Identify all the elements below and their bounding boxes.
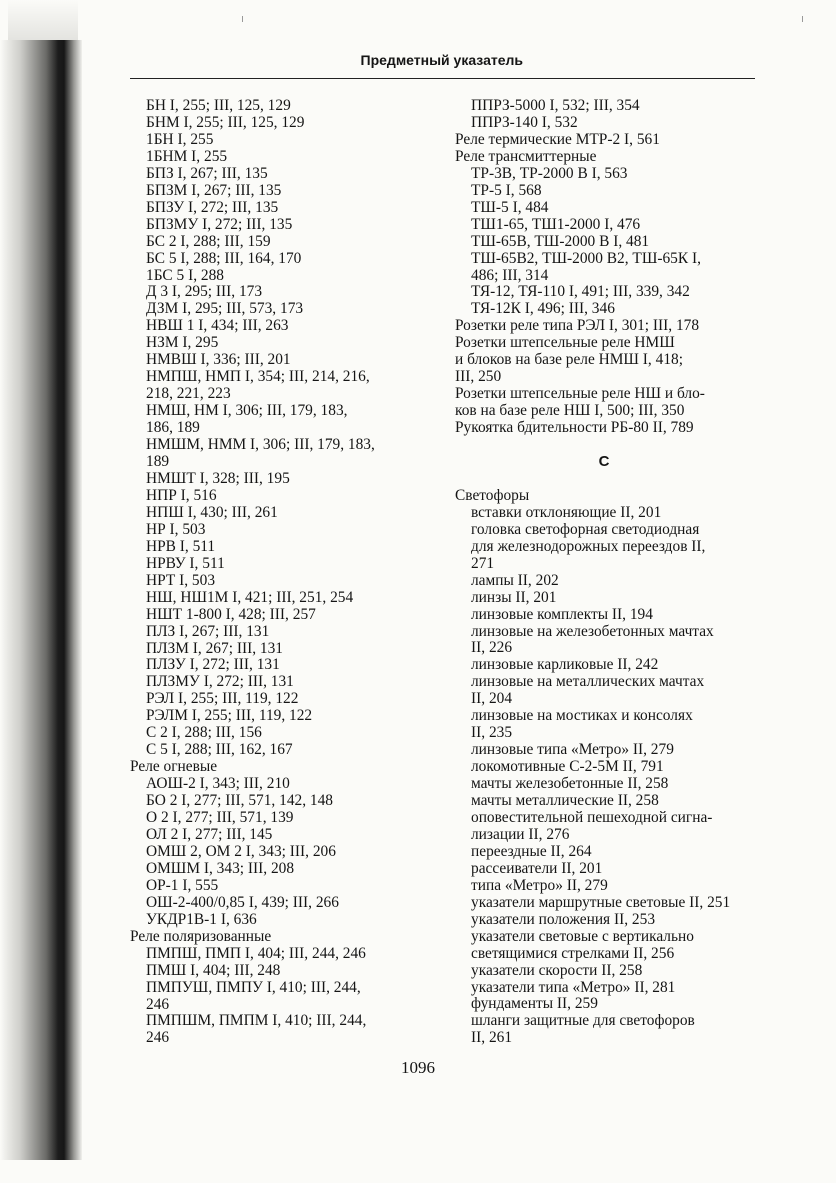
- index-entry: 186, 189: [146, 419, 200, 437]
- index-heading: III, 250: [455, 368, 502, 386]
- index-column-right: [455, 98, 755, 1047]
- index-entry: указатели скорости II, 258: [471, 961, 643, 979]
- index-entry: НМПШ, НМП I, 354; III, 214, 216,: [146, 368, 370, 386]
- index-entry: мачты железобетонные II, 258: [471, 775, 669, 793]
- index-entry: типа «Метро» II, 279: [471, 876, 608, 894]
- index-entry: 246: [146, 995, 170, 1013]
- index-entry: ППРЗ-140 I, 532: [471, 113, 578, 131]
- index-entry: ПМПШ, ПМП I, 404; III, 244, 246: [146, 944, 366, 962]
- index-entry: линзовые карликовые II, 242: [471, 656, 659, 674]
- index-entry: ПМПУШ, ПМПУ I, 410; III, 244,: [146, 978, 361, 996]
- index-entry: ОШ-2-400/0,85 I, 439; III, 266: [146, 893, 339, 911]
- index-entry: НРТ I, 503: [146, 571, 216, 589]
- header-title: Предметный указатель: [360, 52, 523, 68]
- index-heading: Реле термические МТР-2 I, 561: [455, 130, 660, 148]
- index-entry: ПЛЗУ I, 272; III, 131: [146, 656, 280, 674]
- section-gap: [455, 437, 755, 454]
- index-entry: ТЯ-12, ТЯ-110 I, 491; III, 339, 342: [471, 283, 690, 301]
- index-entry: линзы II, 201: [471, 588, 557, 606]
- index-entry: О 2 I, 277; III, 571, 139: [146, 809, 294, 827]
- index-entry: указатели положения II, 253: [471, 910, 656, 928]
- index-entry: лизации II, 276: [471, 825, 570, 843]
- index-entry: линзовые комплекты II, 194: [471, 605, 653, 623]
- index-heading: Розетки реле типа РЭЛ I, 301; III, 178: [455, 317, 700, 335]
- index-entry: светящимися стрелками II, 256: [471, 944, 675, 962]
- index-entry: указатели маршрутные световые II, 251: [471, 893, 731, 911]
- index-entry: НПР I, 516: [146, 486, 217, 504]
- crop-mark: [242, 16, 243, 22]
- index-entry: ОР-1 I, 555: [146, 876, 219, 894]
- page-number: 1096: [401, 1058, 435, 1077]
- index-entry: 1БНМ I, 255: [146, 147, 228, 165]
- index-entry: ПМПШМ, ПМПМ I, 410; III, 244,: [146, 1012, 367, 1030]
- index-entry: БС 2 I, 288; III, 159: [146, 232, 271, 250]
- index-entry: РЭЛМ I, 255; III, 119, 122: [146, 707, 313, 725]
- index-entry: НШТ 1-800 I, 428; III, 257: [146, 605, 316, 623]
- index-entry: ПМШ I, 404; III, 248: [146, 961, 281, 979]
- book-spine-shadow: [0, 40, 82, 1160]
- index-entry: шланги защитные для светофоров: [471, 1012, 695, 1030]
- index-entry: НВШ 1 I, 434; III, 263: [146, 317, 289, 335]
- index-entry: линзовые на металлических мачтах: [471, 673, 705, 691]
- index-entry: лампы II, 202: [471, 571, 559, 589]
- index-entry: ПЛЗМ I, 267; III, 131: [146, 639, 283, 657]
- index-entry: ППРЗ-5000 I, 532; III, 354: [471, 97, 640, 114]
- index-entry: УКДР1В-1 I, 636: [146, 910, 257, 928]
- index-entry: 246: [146, 1029, 170, 1047]
- index-entry: ТР-3В, ТР-2000 В I, 563: [471, 164, 628, 182]
- index-heading: Рукоятка бдительности РБ-80 II, 789: [455, 419, 694, 437]
- index-entry: рассеиватели II, 201: [471, 859, 603, 877]
- index-entry: локомотивные С-2-5М II, 791: [471, 758, 664, 776]
- index-entry: ТШ-65В, ТШ-2000 В I, 481: [471, 232, 650, 250]
- index-entry: линзовые типа «Метро» II, 279: [471, 741, 674, 759]
- index-entry: НМШТ I, 328; III, 195: [146, 469, 290, 487]
- index-entry: С 5 I, 288; III, 162, 167: [146, 741, 293, 759]
- index-entry: II, 235: [471, 724, 513, 742]
- index-entry: переездные II, 264: [471, 842, 592, 860]
- index-entry: ПЛЗМУ I, 272; III, 131: [146, 673, 294, 691]
- index-entry: БПЗМУ I, 272; III, 135: [146, 215, 293, 233]
- section-gap: [455, 471, 755, 488]
- index-column-left: [130, 98, 430, 1047]
- index-entry: НРВ I, 511: [146, 537, 216, 555]
- section-letter: С: [598, 453, 610, 470]
- index-entry: ОЛ 2 I, 277; III, 145: [146, 825, 273, 843]
- index-heading: Светофоры: [455, 486, 530, 504]
- index-heading: ков на базе реле НШ I, 500; III, 350: [455, 402, 685, 420]
- index-entry: головка светофорная светодиодная: [471, 520, 700, 538]
- index-entry: линзовые на мостиках и консолях: [471, 707, 693, 725]
- index-entry: НПШ I, 430; III, 261: [146, 503, 278, 521]
- index-entry: 486; III, 314: [471, 266, 549, 284]
- index-entry: вставки отклоняющие II, 201: [471, 503, 662, 521]
- index-entry: указатели типа «Метро» II, 281: [471, 978, 676, 996]
- index-entry: НШ, НШ1М I, 421; III, 251, 254: [146, 588, 354, 606]
- index-entry: фундаменты II, 259: [471, 995, 598, 1013]
- index-heading: Розетки штепсельные реле НМШ: [455, 334, 675, 352]
- index-entry: АОШ-2 I, 343; III, 210: [146, 775, 290, 793]
- index-entry: II, 226: [471, 639, 513, 657]
- index-entry: ПЛЗ I, 267; III, 131: [146, 622, 270, 640]
- index-entry: Д 3 I, 295; III, 173: [146, 283, 263, 301]
- index-entry: 271: [471, 554, 495, 572]
- index-entry: НМШ, НМ I, 306; III, 179, 183,: [146, 402, 348, 420]
- index-entry: БПЗМ I, 267; III, 135: [146, 181, 282, 199]
- index-entry: ОМШМ I, 343; III, 208: [146, 859, 295, 877]
- index-entry: БС 5 I, 288; III, 164, 170: [146, 249, 302, 267]
- index-entry: ТШ-65В2, ТШ-2000 В2, ТШ-65К I,: [471, 249, 701, 267]
- index-entry: ОМШ 2, ОМ 2 I, 343; III, 206: [146, 842, 336, 860]
- index-entry: НМВШ I, 336; III, 201: [146, 351, 291, 369]
- index-entry: БНМ I, 255; III, 125, 129: [146, 113, 305, 131]
- index-entry: БО 2 I, 277; III, 571, 142, 148: [146, 792, 333, 810]
- index-heading: Реле огневые: [130, 758, 218, 776]
- index-entry: 1БС 5 I, 288: [146, 266, 224, 284]
- index-entry: БПЗ I, 267; III, 135: [146, 164, 268, 182]
- index-entry: II, 261: [471, 1029, 513, 1047]
- index-entry: оповестительной пешеходной сигна-: [471, 809, 713, 826]
- index-entry: ТШ-5 I, 484: [471, 198, 549, 216]
- index-heading: и блоков на базе реле НМШ I, 418;: [455, 351, 683, 369]
- index-entry: ТР-5 I, 568: [471, 181, 542, 199]
- index-entry: для железнодорожных переездов II,: [471, 537, 706, 555]
- index-entry: НМШМ, НММ I, 306; III, 179, 183,: [146, 436, 375, 454]
- index-entry: ТЯ-12К I, 496; III, 346: [471, 300, 615, 318]
- index-entry: С 2 I, 288; III, 156: [146, 724, 262, 742]
- running-header: [130, 48, 755, 79]
- index-entry: ДЗМ I, 295; III, 573, 173: [146, 300, 304, 318]
- crop-mark: [802, 16, 803, 22]
- index-entry: НР I, 503: [146, 520, 206, 538]
- index-entry: указатели световые с вертикально: [471, 927, 694, 945]
- index-entry: 218, 221, 223: [146, 385, 231, 403]
- index-entry: РЭЛ I, 255; III, 119, 122: [146, 690, 299, 708]
- index-heading: Реле поляризованные: [130, 927, 272, 945]
- index-entry: НРВУ I, 511: [146, 554, 225, 572]
- index-entry: 189: [146, 453, 170, 471]
- index-entry: II, 204: [471, 690, 513, 708]
- index-entry: линзовые на железобетонных мачтах: [471, 622, 714, 640]
- index-entry: БН I, 255; III, 125, 129: [146, 97, 291, 114]
- index-heading: Розетки штепсельные реле НШ и бло-: [455, 385, 705, 403]
- index-entry: БПЗУ I, 272; III, 135: [146, 198, 279, 216]
- index-entry: НЗМ I, 295: [146, 334, 219, 352]
- index-entry: мачты металлические II, 258: [471, 792, 659, 810]
- index-entry: ТШ1-65, ТШ1-2000 I, 476: [471, 215, 641, 233]
- index-entry: 1БН I, 255: [146, 130, 214, 148]
- index-heading: Реле трансмиттерные: [455, 147, 597, 165]
